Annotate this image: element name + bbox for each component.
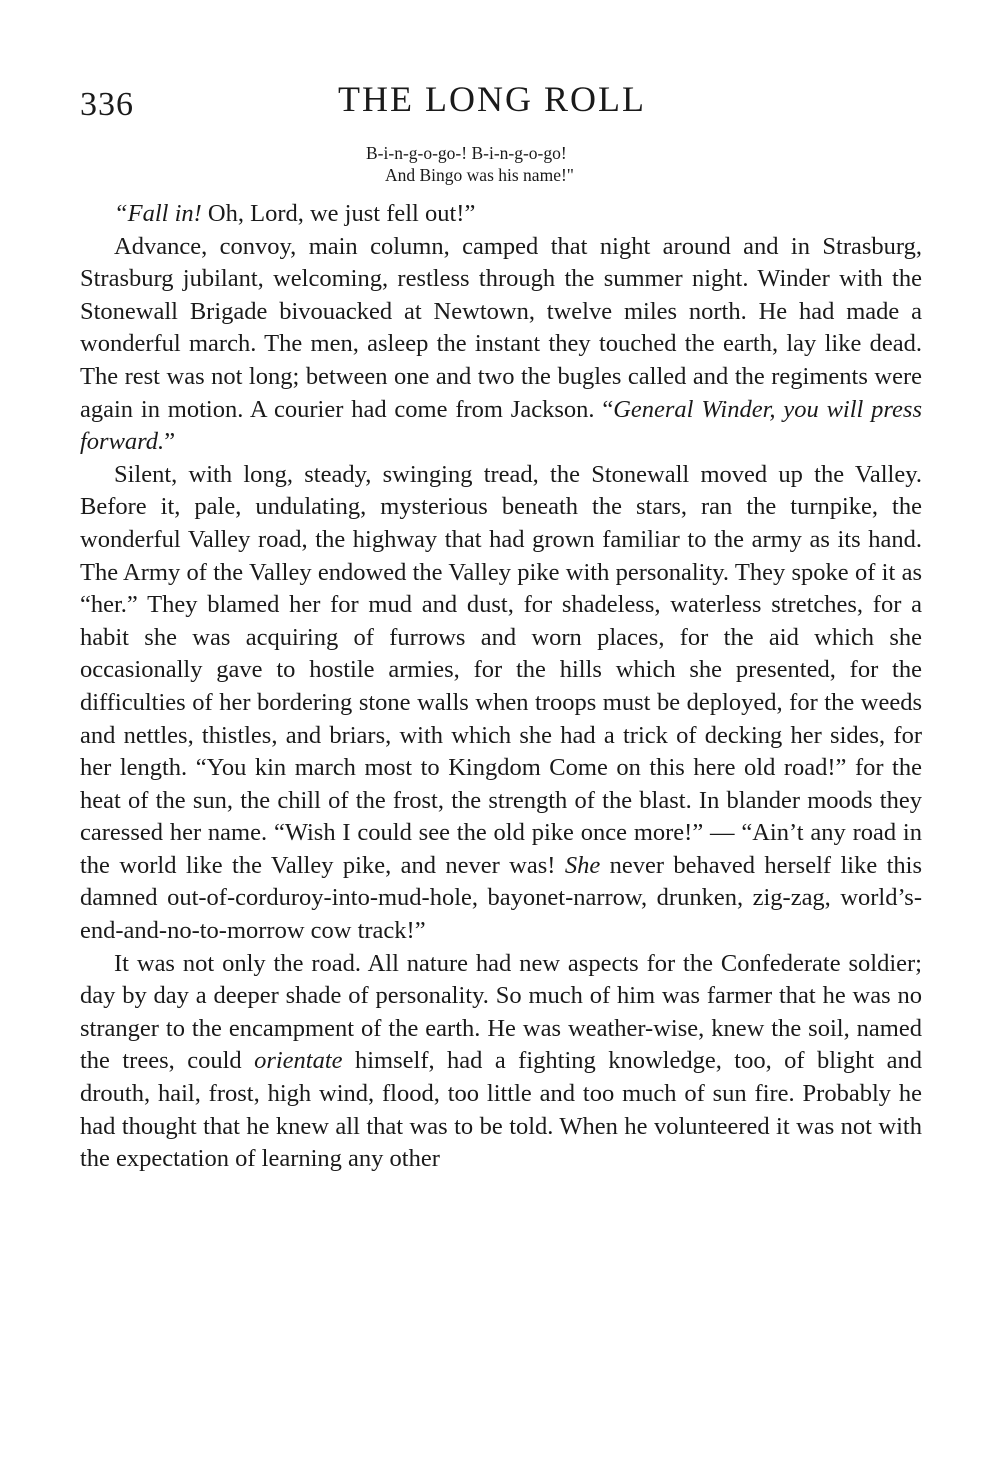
page-header <box>80 78 922 128</box>
paragraph-2 <box>80 231 922 459</box>
paragraph-3 <box>80 459 922 948</box>
text-run: Advance, convoy, main column, camped that night around and in Strasburg, Strasburg jubilant, welcoming, restless through the summer night. Winder with the Stonewall Brigade bivouacked at Newtown, twelve miles north. He had made a wonderful march. The men, asleep the instant they touched the earth, lay like dead. The rest was not long; between one and two the bugles called and the regiments were again in motion. A courier had come from Jackson. “ <box>80 232 922 423</box>
book-page <box>80 78 922 1176</box>
text-run: Silent, with long, steady, swinging tread, the Stonewall moved up the Valley. Before it, pale, undulating, mysterious beneath the stars, ran the turnpike, the wonderful Valley road, the highway that had grown familiar to the army as its hand. The Army of the Valley endowed the Valley pike with personality. They spoke of it as “her.” They blamed her for mud and dust, for shadeless, waterless stretches, for a habit she was acquiring of furrows and worn places, for the aid which she occasionally gave to hostile armies, for the hills which she presented, for the difficulties of her bordering stone walls when troops must be deployed, for the weeds and nettles, thistles, and briars, with which she had a trick of decking her sides, for her length. “You kin march most to Kingdom Come on this here old road!” for the heat of the sun, the chill of the frost, the strength of the blast. In blander moods they caressed her name. “Wish I could see the old pike once more!” — “Ain’t any road in the world like the Valley pike, and never was! <box>80 460 922 879</box>
page-number: 336 <box>80 86 134 123</box>
song-verse <box>80 142 922 186</box>
text-run: never behaved herself like this damned out-of-corduroy-into-mud-hole, bayonet-narrow, drunken, zig-zag, world’s-end-and-no-to-morrow cow track!” <box>80 851 922 945</box>
verse-line-1: B-i-n-g-o-go-! B-i-n-g-o-go! <box>366 143 567 163</box>
italic-phrase: orientate <box>254 1047 343 1075</box>
paragraph-4 <box>80 948 922 1176</box>
running-title: THE LONG ROLL <box>338 79 646 119</box>
italic-phrase: She <box>564 851 601 879</box>
italic-phrase: General Winder, you will press forward. <box>80 395 922 456</box>
text-run: It was not only the road. All nature had new aspects for the Confederate soldier; day by day a deeper shade of personality. So much of him was farmer that he was no stranger to the encampment of the earth. He was weather-wise, knew the soil, named the trees, could <box>80 949 922 1075</box>
text-run: Oh, Lord, we just fell out!” <box>201 200 476 227</box>
body-text <box>80 198 922 1176</box>
verse-line-2: And Bingo was his name!" <box>385 165 574 185</box>
paragraph-1 <box>80 198 922 231</box>
text-run: ” <box>164 428 176 456</box>
text-run: himself, had a fighting knowledge, too, of blight and drouth, hail, frost, high wind, flood, too little and too much of sun fire. Probably he had thought that he knew all that was to be told. When he volunteered it was not with the expectation of learning any other <box>80 1047 922 1173</box>
italic-phrase: “Fall in! <box>114 200 202 227</box>
